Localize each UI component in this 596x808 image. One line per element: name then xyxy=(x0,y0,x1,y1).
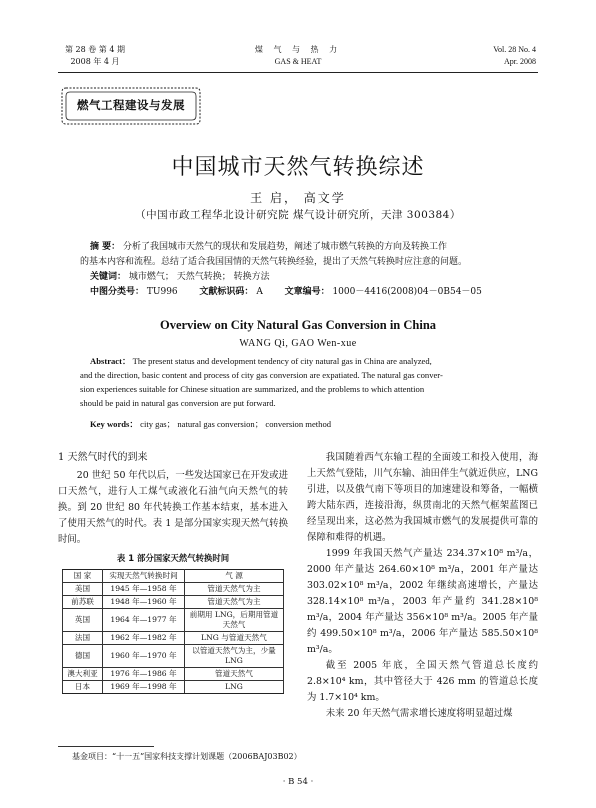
section-heading: 1 天然气时代的到来 xyxy=(58,452,148,463)
table-cell: 管道天然气为主 xyxy=(185,596,284,609)
issue-date-en-text: Apr. 2008 xyxy=(504,57,536,66)
abstract-en-text-1: The present status and development tendency of city natural gas in China are analyzed, xyxy=(132,356,432,366)
table-row xyxy=(63,596,284,609)
table-row xyxy=(63,668,284,681)
abstract-en-line2: and the direction, basic content and process of city gas conversion are expatiated. The natural gas conver- xyxy=(80,370,443,380)
abstract-cn-line2 xyxy=(80,255,510,270)
keywords-en xyxy=(90,418,331,430)
journal-name-cn: 煤 气 与 热 力 xyxy=(254,45,342,54)
journal-name-en: GAS & HEAT xyxy=(274,57,322,66)
table-header-cell: 国 家 xyxy=(63,570,103,583)
article-title-en: Overview on City Natural Gas Conversion in China xyxy=(159,318,437,332)
abstract-cn-text-1: 分析了我国城市天然气的现状和发展趋势，阐述了城市燃气转换的方向及转换工作 xyxy=(123,242,448,252)
table-cell: LNG 与管道天然气 xyxy=(185,632,284,645)
volume-issue-en-text: Vol. 28 No. 4 xyxy=(493,45,536,54)
table-cell: 1945 年—1958 年 xyxy=(103,583,185,596)
table-row xyxy=(63,632,284,645)
table-row xyxy=(63,609,284,632)
table-row xyxy=(63,583,284,596)
abstract-en-line4: should be paid in natural gas conversion are put forward. xyxy=(80,398,276,408)
abstract-en-label: Abstract： xyxy=(90,356,131,366)
table-cell: 管道天然气 xyxy=(185,668,284,681)
column-label-box xyxy=(58,84,204,128)
abstract-cn xyxy=(80,240,510,300)
table-cell: 前期用 LNG，后期用管道天然气 xyxy=(185,609,284,632)
table-row xyxy=(63,681,284,694)
keywords-cn xyxy=(90,270,510,285)
keywords-cn-label: 关键词： xyxy=(90,272,127,282)
page-number: · B 54 · xyxy=(282,777,314,787)
table-cell: 1964 年—1977 年 xyxy=(103,609,185,632)
table-cell: 1969 年—1998 年 xyxy=(103,681,185,694)
authors-cn: 王 启， 高文学 xyxy=(250,191,346,205)
doc-code-value: A xyxy=(256,287,263,297)
body-paragraph: 1999 年我国天然气产量达 234.37×10⁸ m³/a，2000 年产量达 264.60×10⁸ m³/a，2001 年产量达 303.02×10⁸ m³/a，2002 年继续高速增长，产量达 328.14×10⁸ m³/a，2003 年产量约 341.28×10⁸ m³/a，2004 年产量达 356×10⁸ m³/a。2005 年产量约 499.50×10⁸ m³/a，2006 年产量达 585.50×10⁸ m³/a。 xyxy=(307,548,538,655)
clc-value: TU996 xyxy=(146,287,178,297)
authors-en: WANG Qi, GAO Wen-xue xyxy=(239,338,357,349)
table-row xyxy=(63,645,284,668)
abstract-en-line3: sion experiences suitable for Chinese situation are summarized, and the problems to which attention xyxy=(80,384,425,394)
table-cell: 日本 xyxy=(63,681,103,694)
table-cell: 1962 年—1982 年 xyxy=(103,632,185,645)
abstract-cn-line1 xyxy=(90,240,510,255)
body-paragraph: 20 世纪 50 年代以后，一些发达国家已在开发或进口天然气，进行人工煤气或液化石油气向天然气的转换。到 20 世纪 80 年代转换工作基本结束，基本进入了使用天然气的时代。表 1 是部分国家实现天然气转换时间。 xyxy=(58,470,288,545)
abstract-en-line1 xyxy=(90,354,515,368)
footnote-rule xyxy=(58,746,154,747)
article-title-cn: 中国城市天然气转换综述 xyxy=(171,155,425,180)
table-header-cell: 实现天然气转换时间 xyxy=(103,570,185,583)
body-paragraph: 我国随着西气东输工程的全面竣工和投入使用，海上天然气登陆，川气东输、油田伴生气就近供应，LNG 引进，以及俄气南下等项目的加速建设和筹备，一幅横跨大陆东西，连接沿海，纵贯南北的天然气框架蓝图已经呈现出来，这必然为我国城市燃气的发展提供可靠的保障和难得的机遇。 xyxy=(307,452,538,543)
table-cell: 德国 xyxy=(63,645,103,668)
table-cell: 以管道天然气为主，少量 LNG xyxy=(185,645,284,668)
table-cell: 英国 xyxy=(63,609,103,632)
body-paragraph: 未来 20 年天然气需求增长速度将明显超过煤 xyxy=(325,708,513,719)
abstract-cn-label: 摘 要： xyxy=(90,242,121,252)
affiliation-cn: （中国市政工程华北设计研究院 煤气设计研究所，天津 300384） xyxy=(135,209,461,221)
classification-row xyxy=(90,285,510,300)
column-label: 燃气工程建设与发展 xyxy=(77,98,185,112)
table-header-row xyxy=(63,570,284,583)
volume-issue-text: 第 28 卷 第 4 期 xyxy=(65,45,125,54)
journal-volume-issue-en xyxy=(493,44,536,68)
article-no-label: 文章编号： xyxy=(284,287,330,297)
keywords-en-label: Key words： xyxy=(90,419,138,429)
header-rule xyxy=(58,72,538,73)
table-cell: LNG xyxy=(185,681,284,694)
clc-label: 中图分类号： xyxy=(90,287,145,297)
abstract-en xyxy=(80,354,515,410)
article-no-value: 1000－4416(2008)04－0B54－05 xyxy=(332,287,482,297)
keywords-en-text: city gas； natural gas conversion； conversion method xyxy=(140,419,332,429)
table-cell: 1960 年—1970 年 xyxy=(103,645,185,668)
abstract-cn-text-2: 的基本内容和流程。总结了适合我国国情的天然气转换经验，提出了天然气转换时应注意的问题。 xyxy=(80,257,468,267)
conversion-time-table xyxy=(62,569,284,694)
table-cell: 管道天然气为主 xyxy=(185,583,284,596)
table-cell: 1976 年—1986 年 xyxy=(103,668,185,681)
doc-code-label: 文献标识码： xyxy=(199,287,254,297)
issue-date-text: 2008 年 4 月 xyxy=(70,57,120,66)
body-right-column xyxy=(307,450,538,722)
table-cell: 前苏联 xyxy=(63,596,103,609)
body-left-column xyxy=(58,450,288,694)
table-cell: 法国 xyxy=(63,632,103,645)
funding-footnote: 基金项目：“十一五”国家科技支撑计划课题（2006BAJ03B02） xyxy=(72,752,302,761)
keywords-cn-text: 城市燃气； 天然气转换； 转换方法 xyxy=(128,272,270,282)
table-cell: 澳大利亚 xyxy=(63,668,103,681)
table-caption: 表 1 部分国家天然气转换时间 xyxy=(116,553,230,563)
table-cell: 1948 年—1960 年 xyxy=(103,596,185,609)
table-header-cell: 气 源 xyxy=(185,570,284,583)
table-cell: 美国 xyxy=(63,583,103,596)
body-paragraph: 截至 2005 年底，全国天然气管道总长度约 2.8×10⁴ km，其中管径大于 426 mm 的管道总长度为 1.7×10⁴ km。 xyxy=(307,660,538,703)
